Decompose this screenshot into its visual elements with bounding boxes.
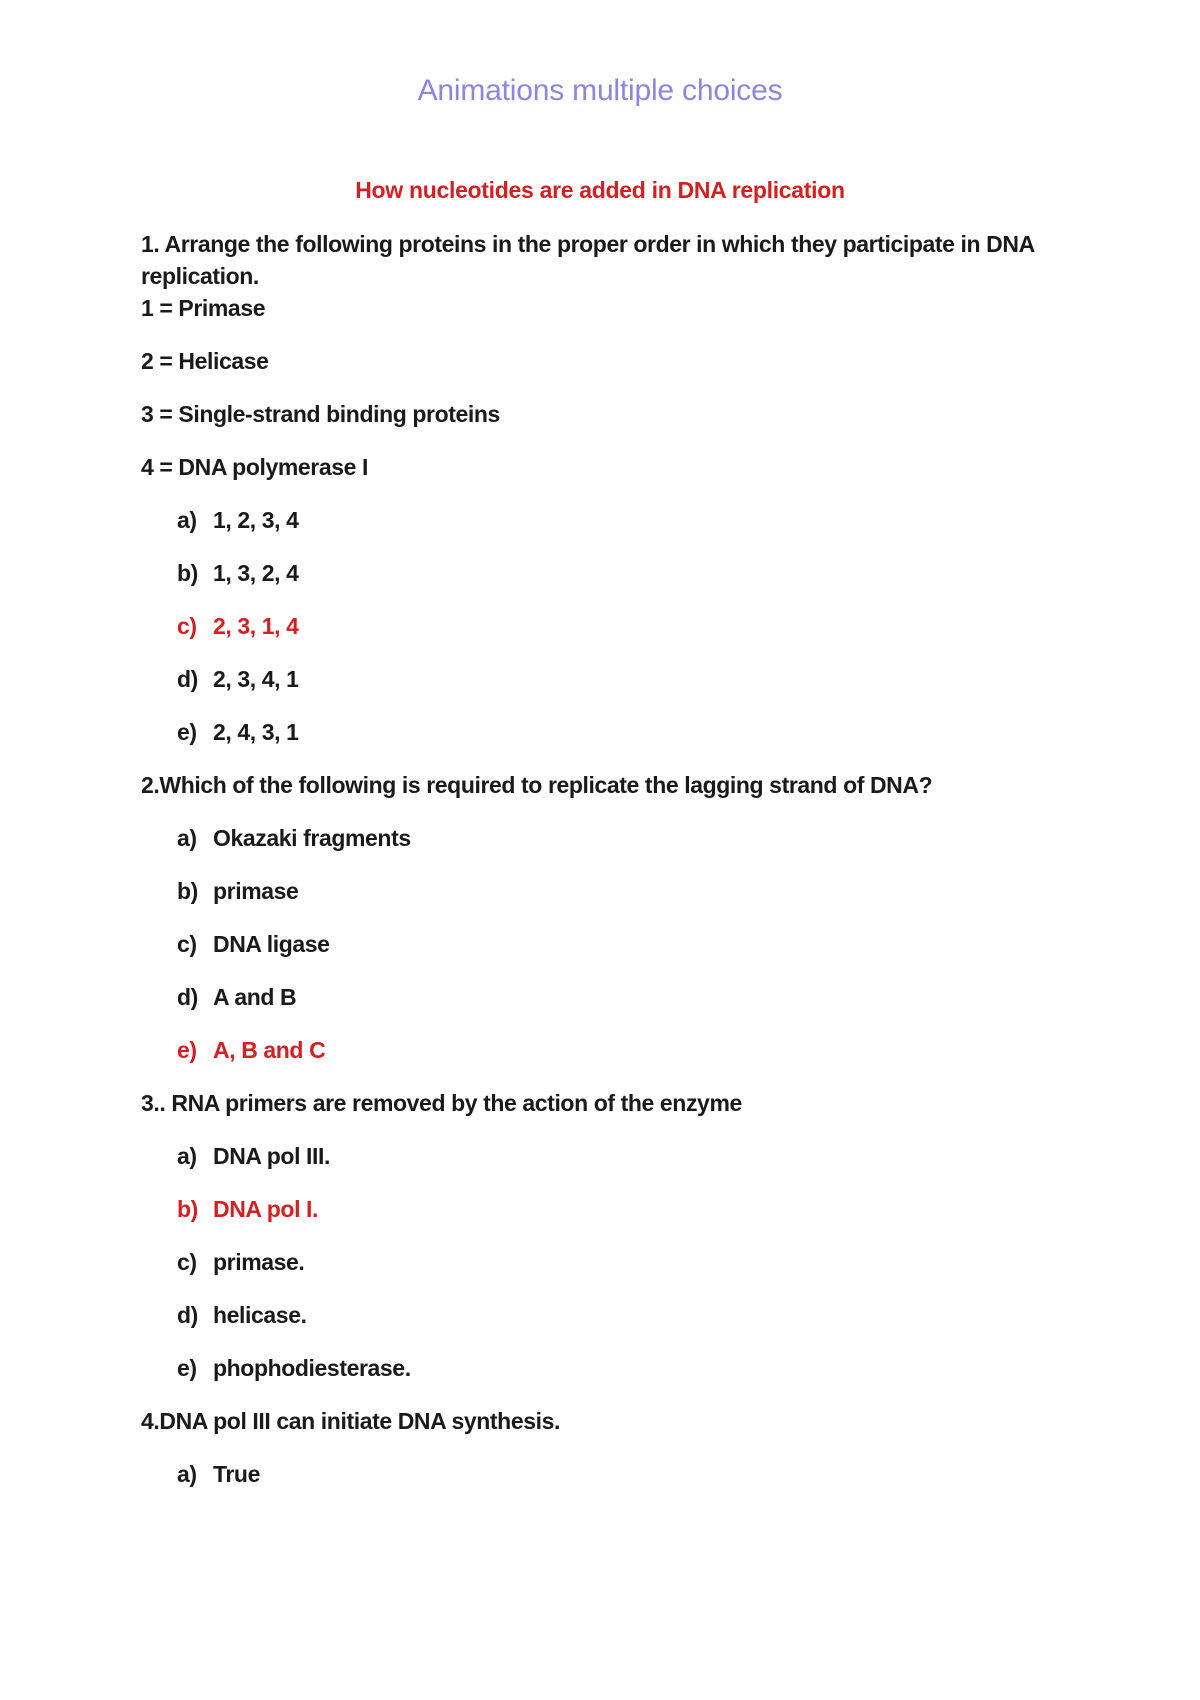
question-text: 2.Which of the following is required to replicate the lagging strand of DNA? (141, 772, 933, 798)
option-letter: e) (177, 1037, 197, 1063)
answer-option-b[interactable] (177, 875, 1061, 907)
answer-option-b[interactable] (177, 557, 1061, 589)
answer-option-e[interactable] (177, 716, 1061, 748)
option-letter: e) (177, 1355, 197, 1381)
answer-option-c-correct[interactable] (177, 610, 1061, 642)
option-text: True (213, 1461, 260, 1487)
option-letter: b) (177, 878, 198, 904)
question-text-line-1: 1. Arrange the following proteins in the proper order in which they participate in DNA (141, 231, 1035, 257)
option-text: DNA ligase (213, 931, 330, 957)
answer-option-e[interactable] (177, 1352, 1061, 1384)
option-text: 1, 2, 3, 4 (213, 507, 299, 533)
option-letter: d) (177, 666, 198, 692)
option-letter: c) (177, 613, 197, 639)
option-text: 2, 3, 4, 1 (213, 666, 299, 692)
section-title: How nucleotides are added in DNA replication (355, 177, 845, 203)
option-letter: a) (177, 825, 197, 851)
option-text: phophodiesterase. (213, 1355, 411, 1381)
option-letter: c) (177, 931, 197, 957)
answer-option-a[interactable] (177, 504, 1061, 536)
option-letter: a) (177, 1461, 197, 1487)
question-2 (141, 769, 1061, 1066)
option-text: primase. (213, 1249, 305, 1275)
question-text-line-2: replication. (141, 263, 259, 289)
option-text: primase (213, 878, 299, 904)
protein-item: 1 = Primase (141, 295, 266, 321)
option-text: Okazaki fragments (213, 825, 411, 851)
question-4 (141, 1405, 1061, 1490)
protein-item: 2 = Helicase (141, 348, 269, 374)
document-title: Animations multiple choices (417, 74, 783, 107)
protein-item: 4 = DNA polymerase I (141, 454, 368, 480)
option-text: 1, 3, 2, 4 (213, 560, 299, 586)
answer-option-c[interactable] (177, 1246, 1061, 1278)
option-letter: d) (177, 1302, 198, 1328)
option-text: DNA pol I. (213, 1196, 319, 1222)
option-letter: c) (177, 1249, 197, 1275)
option-letter: e) (177, 719, 197, 745)
option-text: DNA pol III. (213, 1143, 331, 1169)
question-text (141, 228, 1061, 292)
answer-option-d[interactable] (177, 981, 1061, 1013)
answer-option-a[interactable] (177, 1140, 1061, 1172)
answer-option-d[interactable] (177, 1299, 1061, 1331)
option-text: helicase. (213, 1302, 307, 1328)
option-letter: a) (177, 1143, 197, 1169)
question-3 (141, 1087, 1061, 1384)
option-text: A and B (213, 984, 297, 1010)
answer-option-e-correct[interactable] (177, 1034, 1061, 1066)
answer-option-c[interactable] (177, 928, 1061, 960)
answer-option-d[interactable] (177, 663, 1061, 695)
option-letter: b) (177, 1196, 198, 1222)
option-text: A, B and C (213, 1037, 326, 1063)
option-letter: a) (177, 507, 197, 533)
option-letter: b) (177, 560, 198, 586)
option-text: 2, 4, 3, 1 (213, 719, 299, 745)
question-1 (141, 228, 1061, 748)
answer-option-b-correct[interactable] (177, 1193, 1061, 1225)
option-letter: d) (177, 984, 198, 1010)
answer-option-a[interactable] (177, 1458, 1061, 1490)
option-text: 2, 3, 1, 4 (213, 613, 299, 639)
answer-option-a[interactable] (177, 822, 1061, 854)
quiz-content (141, 228, 1061, 1511)
question-text: 4.DNA pol III can initiate DNA synthesis. (141, 1408, 560, 1434)
question-text: 3.. RNA primers are removed by the action of the enzyme (141, 1090, 742, 1116)
protein-item: 3 = Single-strand binding proteins (141, 401, 500, 427)
